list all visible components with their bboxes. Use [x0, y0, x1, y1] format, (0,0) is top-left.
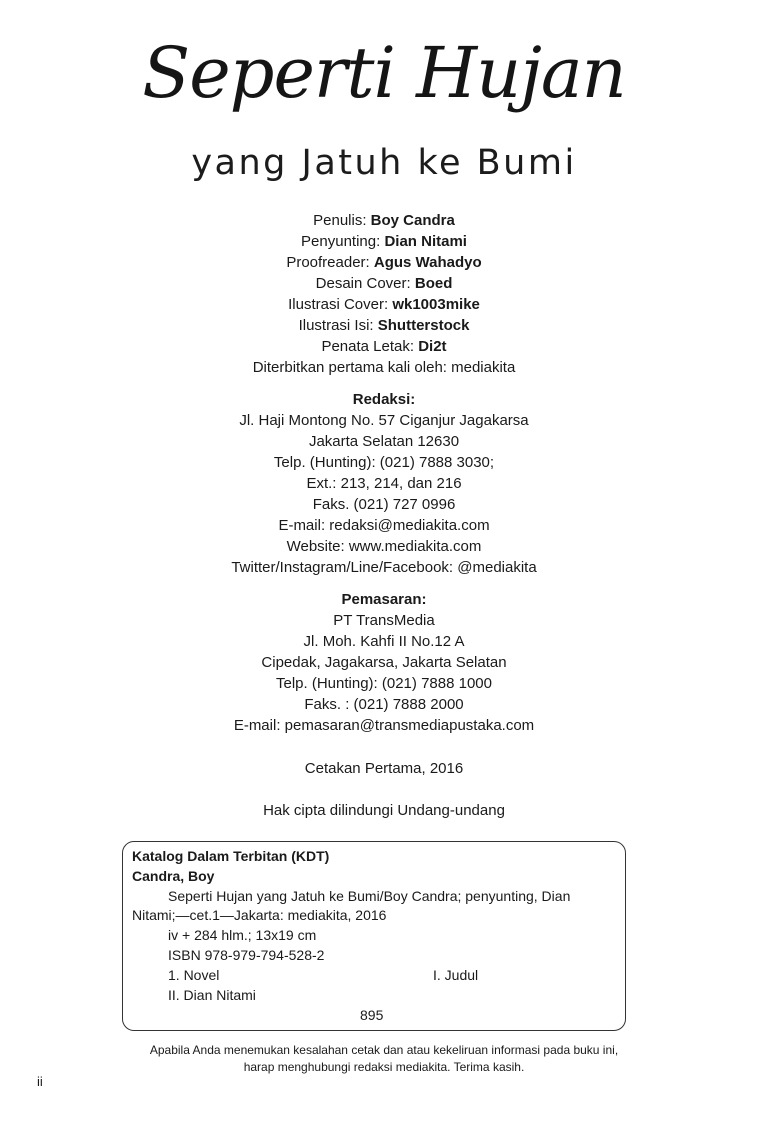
credit-row-desain-cover: Desain Cover: Boed	[315, 275, 453, 292]
catalog-description-cont: Nitami;—cet.1—Jakarta: mediakita, 2016	[132, 907, 387, 923]
catalog-title-entry: I. Judul	[433, 967, 479, 983]
catalog-description: Seperti Hujan yang Jatuh ke Bumi/Boy Candra; penyunting, Dian	[168, 888, 571, 904]
redaksi-line: Faks. (021) 727 0996	[312, 496, 456, 513]
publisher-line: Diterbitkan pertama kali oleh: mediakita	[252, 359, 516, 376]
errata-note-line: Apabila Anda menemukan kesalahan cetak dan atau kekeliruan informasi pada buku ini,	[149, 1043, 619, 1057]
redaksi-line: Jl. Haji Montong No. 57 Ciganjur Jagakarsa	[239, 412, 529, 429]
catalog-author: Candra, Boy	[132, 868, 215, 884]
redaksi-block	[0, 389, 768, 578]
printing-edition: Cetakan Pertama, 2016	[304, 760, 464, 777]
redaksi-line: Jakarta Selatan 12630	[308, 433, 460, 450]
credit-row-ilustrasi-isi: Ilustrasi Isi: Shutterstock	[298, 317, 470, 334]
errata-note	[0, 1042, 768, 1076]
pemasaran-line: Cipedak, Jagakarsa, Jakarta Selatan	[261, 654, 507, 671]
credits-block	[0, 210, 768, 378]
catalog-class-number: 895	[360, 1007, 384, 1023]
credit-row-penulis: Penulis: Boy Candra	[313, 212, 455, 229]
pemasaran-heading: Pemasaran:	[341, 591, 427, 608]
credit-row-proofreader: Proofreader: Agus Wahadyo	[286, 254, 482, 271]
credit-row-penyunting: Penyunting: Dian Nitami	[301, 233, 467, 250]
catalog-isbn: ISBN 978-979-794-528-2	[168, 947, 325, 963]
redaksi-website: Website: www.mediakita.com	[286, 538, 482, 555]
copyright-notice: Hak cipta dilindungi Undang-undang	[263, 802, 505, 819]
pemasaran-line: Faks. : (021) 7888 2000	[304, 696, 464, 713]
pemasaran-line: Telp. (Hunting): (021) 7888 1000	[276, 675, 492, 692]
redaksi-line: Telp. (Hunting): (021) 7888 3030;	[273, 454, 495, 471]
book-title: Seperti Hujan	[142, 32, 626, 114]
redaksi-line: Ext.: 213, 214, dan 216	[306, 475, 462, 492]
redaksi-heading: Redaksi:	[352, 391, 416, 408]
redaksi-social: Twitter/Instagram/Line/Facebook: @mediakita	[231, 559, 537, 576]
book-subtitle: yang Jatuh ke Bumi	[191, 143, 577, 183]
pemasaran-line: PT TransMedia	[333, 612, 435, 629]
credit-row-penata-letak: Penata Letak: Di2t	[321, 338, 447, 355]
catalog-box	[122, 841, 626, 1031]
catalog-pages: iv + 284 hlm.; 13x19 cm	[168, 927, 317, 943]
redaksi-email: E-mail: redaksi@mediakita.com	[278, 517, 490, 534]
catalog-subject-1: 1. Novel	[168, 967, 220, 983]
errata-note-line: harap menghubungi redaksi mediakita. Terima kasih.	[243, 1060, 525, 1074]
pemasaran-block	[0, 589, 768, 736]
catalog-subject-2: II. Dian Nitami	[168, 987, 256, 1003]
pemasaran-email: E-mail: pemasaran@transmediapustaka.com	[233, 717, 535, 734]
catalog-heading: Katalog Dalam Terbitan (KDT)	[132, 848, 330, 864]
pemasaran-line: Jl. Moh. Kahfi II No.12 A	[303, 633, 465, 650]
credit-row-ilustrasi-cover: Ilustrasi Cover: wk1003mike	[288, 296, 480, 313]
page-number: ii	[37, 1074, 43, 1089]
